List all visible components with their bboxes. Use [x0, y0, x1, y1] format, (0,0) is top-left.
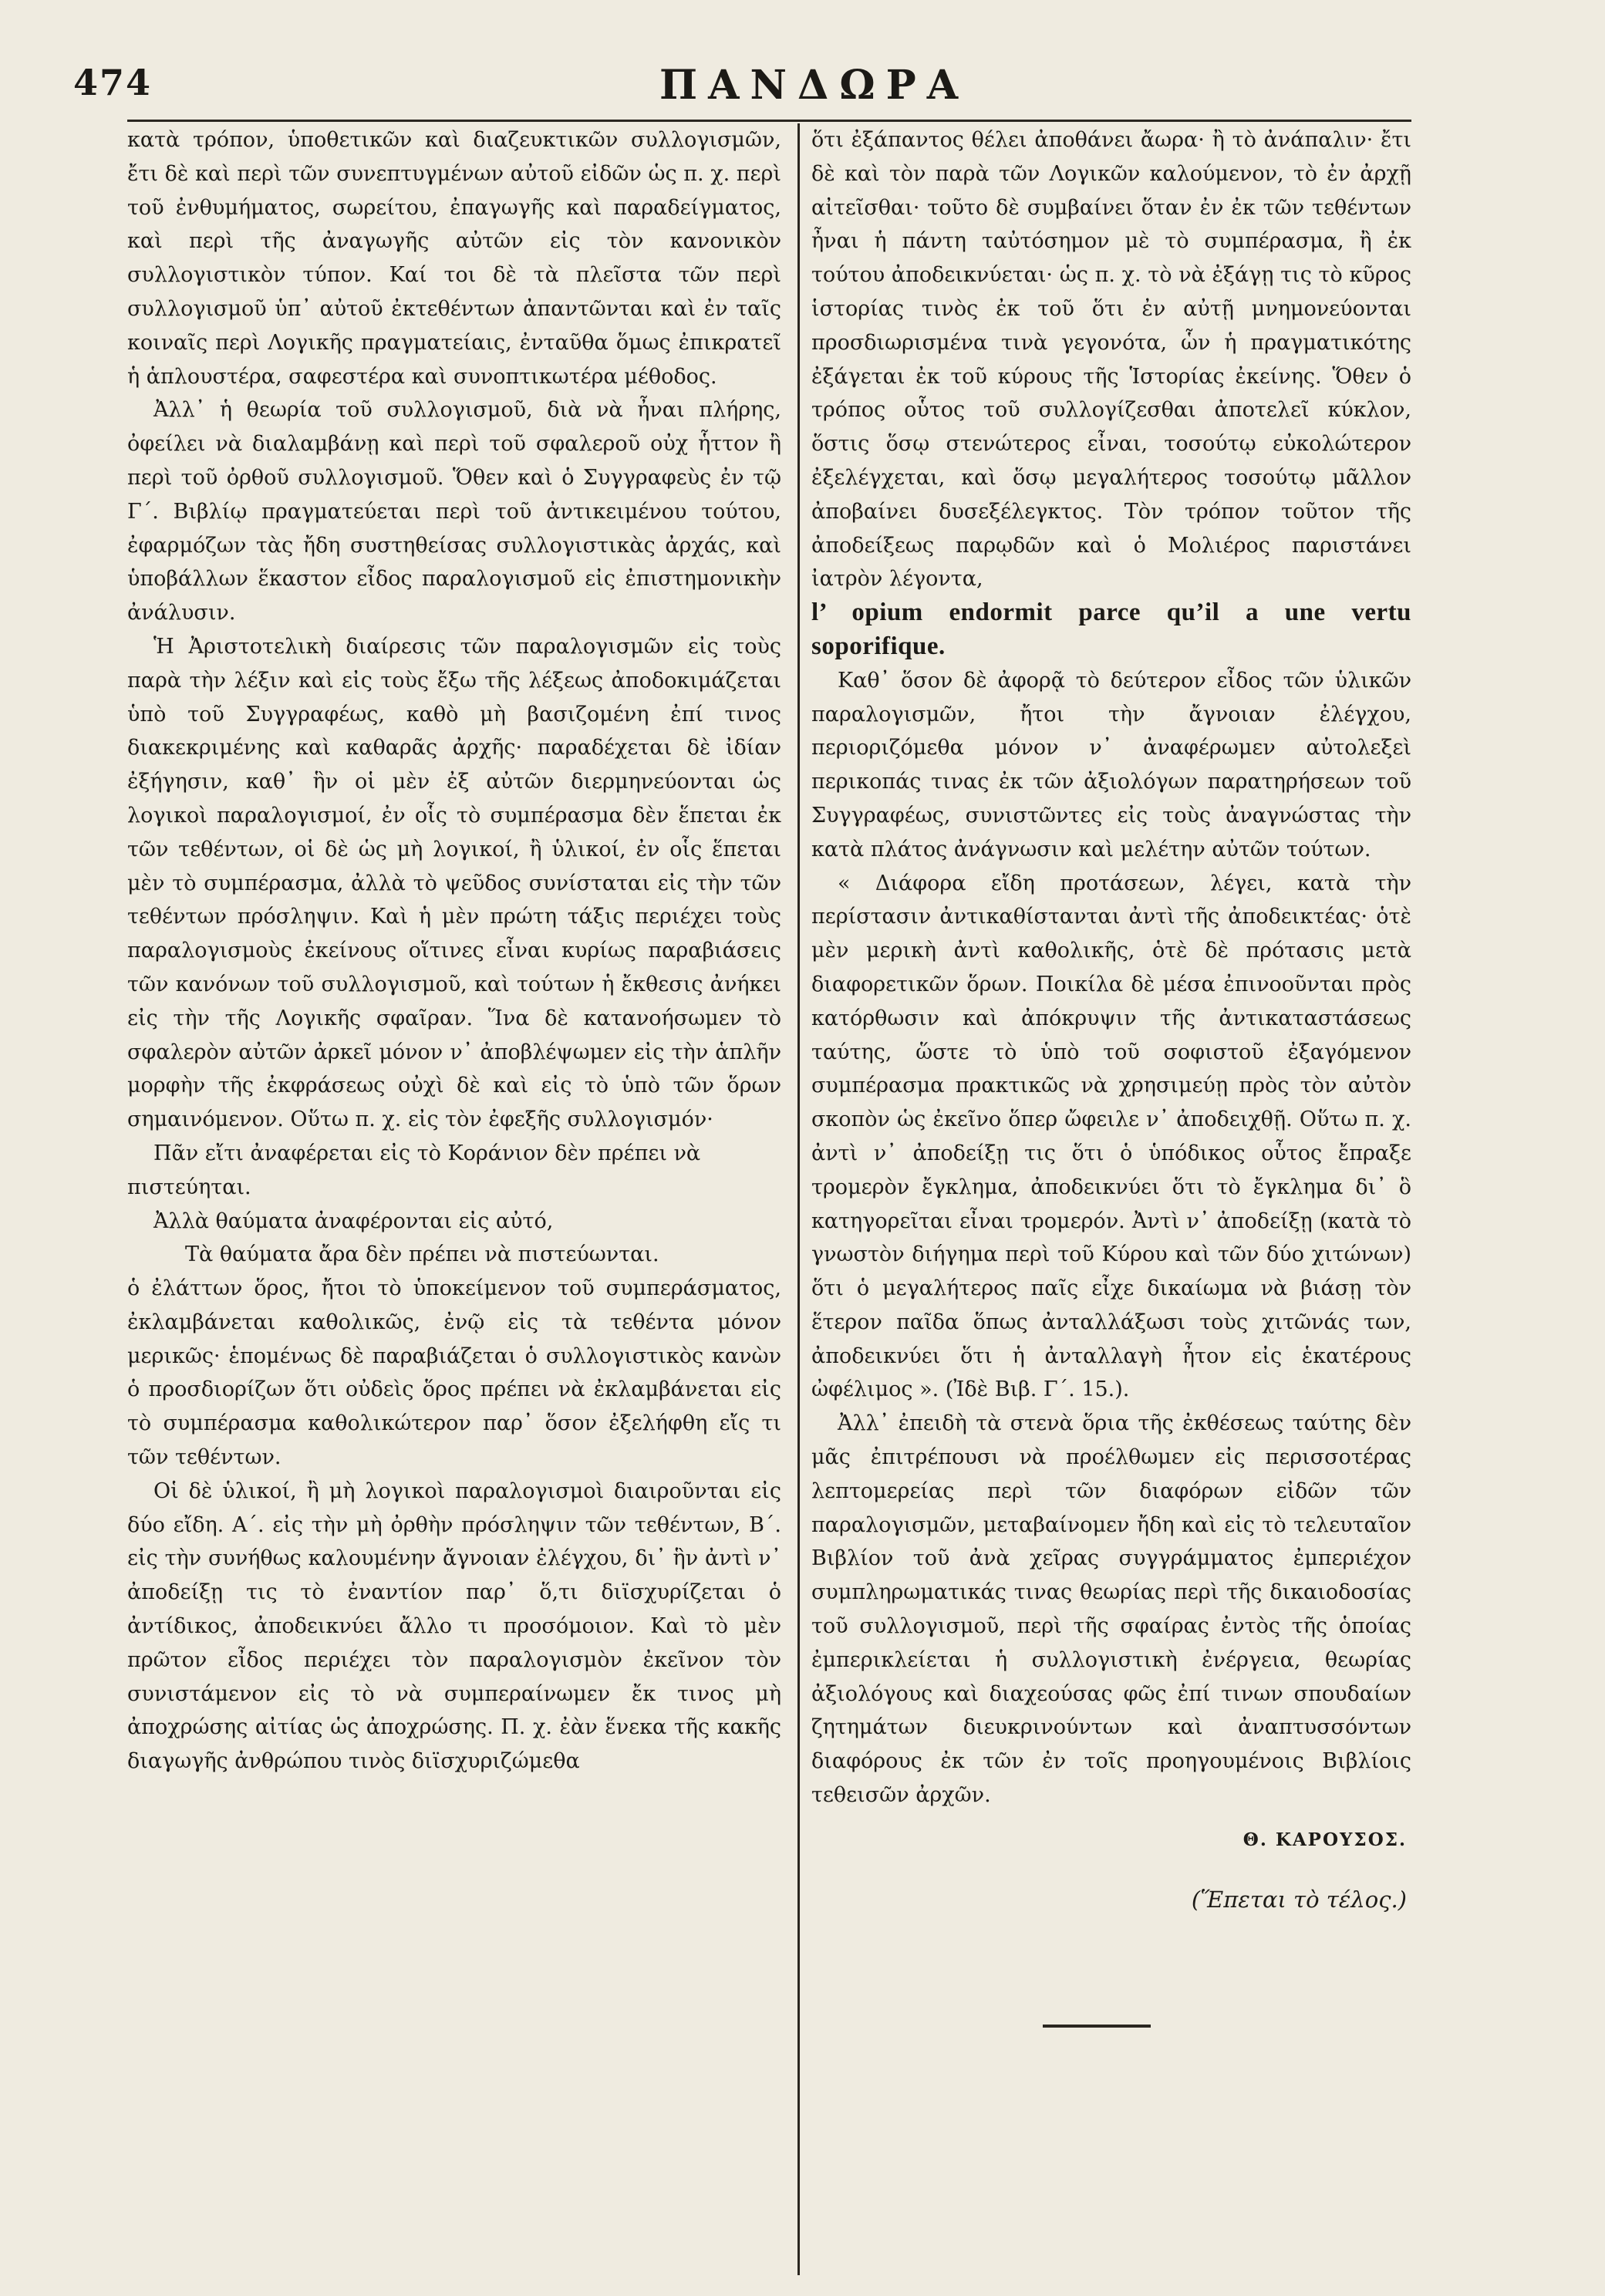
journal-title: ΠΑΝΔΩΡΑ — [659, 62, 969, 109]
header-rule — [127, 120, 1411, 122]
page-header — [73, 37, 1477, 122]
syllogism-premise-2: Ἀλλὰ θαύματα ἀναφέρονται εἰς αὐτό, — [153, 1209, 554, 1233]
french-quotation: l’ opium endormit parce qu’il a une vertu soporifique. — [811, 598, 1411, 660]
left-column — [127, 123, 781, 2283]
author-signature: Θ. ΚΑΡΟΥΣΟΣ. — [1243, 1829, 1407, 1850]
paragraph: Ἀλλ᾽ ἐπειδὴ τὰ στενὰ ὅρια τῆς ἐκθέσεως ταύτης δὲν μᾶς ἐπιτρέπουσι νὰ προέλθωμεν εἰς περισσοτέρας λεπτομερείας περὶ τῶν διαφόρων εἰδῶν τῶν παραλογισμῶν, μεταβαίνομεν ἤδη καὶ εἰς τὸ τελευταῖον Βιβλίον τοῦ ἀνὰ χεῖρας συγγράμματος ἐμπεριέχον συμπληρωματικάς τινας θεωρίας περὶ τῆς δικαιοδοσίας τοῦ συλλογισμοῦ, περὶ τῆς σφαίρας ἐντὸς τῆς ὁποίας ἐμπερικλείεται ἡ συλλογιστικὴ ἐνέργεια, θεωρίας ἀξιολόγους καὶ διαχεούσας φῶς ἐπί τινων σπουδαίων ζητημάτων διευκρινούντων καὶ ἀναπτυσσόντων διαφόρους ἐκ τῶν ἐν τοῖς προηγουμένοις Βιβλίοις τεθεισῶν ἀρχῶν. — [811, 1411, 1411, 1808]
continuation-note: (Ἕπεται τὸ τέλος.) — [1191, 1886, 1407, 1913]
paragraph: Ἀλλ᾽ ἡ θεωρία τοῦ συλλογισμοῦ, διὰ νὰ ἦναι πλήρης, ὀφείλει νὰ διαλαμβάνῃ καὶ περὶ τοῦ σφαλεροῦ οὐχ ἧττον ἢ περὶ τοῦ ὀρθοῦ συλλογισμοῦ. Ὅθεν καὶ ὁ Συγγραφεὺς ἐν τῷ Γ΄. Βιβλίῳ πραγματεύεται περὶ τοῦ ἀντικειμένου τούτου, ἐφαρμόζων τὰς ἤδη συστηθείσας συλλογιστικὰς ἀρχάς, καὶ ὑποβάλλων ἕκαστον εἶδος παραλογισμοῦ εἰς ἐπιστημονικὴν ἀνάλυσιν. — [127, 398, 781, 625]
paragraph: Οἱ δὲ ὑλικοί, ἢ μὴ λογικοὶ παραλογισμοὶ διαιροῦνται εἰς δύο εἴδη. Α΄. εἰς τὴν μὴ ὀρθὴν πρόσληψιν τῶν τεθέντων, Β΄. εἰς τὴν συνήθως καλουμένην ἄγνοιαν ἐλέγχου, δι᾽ ἣν ἀντὶ ν᾽ ἀποδείξῃ τις τὸ ἐναντίον παρ᾽ ὅ,τι διϊσχυρίζεται ὁ ἀντίδικος, ἀποδεικνύει ἄλλο τι προσόμοιον. Καὶ τὸ μὲν πρῶτον εἶδος περιέχει τὸν παραλογισμὸν ἐκεῖνον τὸν συνιστάμενον εἰς τὸ νὰ συμπεραίνωμεν ἔκ τινος μὴ ἀποχρώσης αἰτίας ὡς ἀποχρώσης. Π. χ. ἐὰν ἕνεκα τῆς κακῆς διαγωγῆς ἀνθρώπου τινὸς διϊσχυριζώμεθα — [127, 1478, 781, 1774]
right-column — [811, 123, 1411, 2283]
column-divider — [797, 123, 800, 2275]
syllogism-premise-1: Πᾶν εἴτι ἀναφέρεται εἰς τὸ Κοράνιον δὲν πρέπει νὰ πιστεύηται. — [127, 1141, 701, 1199]
end-rule — [1043, 2025, 1151, 2028]
paragraph: ὁ ἐλάττων ὅρος, ἤτοι τὸ ὑποκείμενον τοῦ συμπεράσματος, ἐκλαμβάνεται καθολικῶς, ἐνῷ εἰς τὰ τεθέντα μόνον μερικῶς· ἑπομένως δὲ παραβιάζεται ὁ συλλογιστικὸς κανὼν ὁ προσδιορίζων ὅτι οὐδεὶς ὅρος πρέπει νὰ ἐκλαμβάνεται εἰς τὸ συμπέρασμα καθολικώτερον παρ᾽ ὅσον ἐξελήφθη εἴς τι τῶν τεθέντων. — [127, 1276, 781, 1470]
paragraph: ὅτι ἐξάπαντος θέλει ἀποθάνει ἄωρα· ἢ τὸ ἀνάπαλιν· ἔτι δὲ καὶ τὸν παρὰ τῶν Λογικῶν καλούμενον, τὸ ἐν ἀρχῇ αἰτεῖσθαι· τοῦτο δὲ συμβαίνει ὅταν ἐν ἐκ τῶν τεθέντων ἦναι ἡ πάντη ταὐτόσημον μὲ τὸ συμπέρασμα, ἢ ἐκ τούτου ἀποδεικνύεται· ὡς π. χ. τὸ νὰ ἐξάγῃ τις τὸ κῦρος ἱστορίας τινὸς ἐκ τοῦ ὅτι ἐν αὐτῇ μνημονεύονται προσδιωρισμένα τινὰ γεγονότα, ὧν ἡ πραγματικότης ἐξάγεται ἐκ τοῦ κύρους τῆς Ἱστορίας ἐκείνης. Ὅθεν ὁ τρόπος οὗτος τοῦ συλλογίζεσθαι ἀποτελεῖ κύκλον, ὅστις ὅσῳ στενώτερος εἶναι, τοσούτῳ εὐκολώτερον ἐξελέγχεται, καὶ ὅσῳ μεγαλήτερος τοσούτῳ μᾶλλον ἀποβαίνει δυσεξέλεγκτος. Τὸν τρόπον τοῦτον τῆς ἀποδείξεως παρῳδῶν καὶ ὁ Μολιέρος παριστάνει ἰατρὸν λέγοντα, — [811, 128, 1411, 592]
paragraph: « Διάφορα εἴδη προτάσεων, λέγει, κατὰ τὴν περίστασιν ἀντικαθίστανται ἀντὶ τῆς ἀποδεικτέας· ὁτὲ μὲν μερικὴ ἀντὶ καθολικῆς, ὁτὲ δὲ πρότασις μετὰ διαφορετικῶν ὅρων. Ποικίλα δὲ μέσα ἐπινοοῦνται πρὸς κατόρθωσιν καὶ ἀπόκρυψιν τῆς ἀντικαταστάσεως ταύτης, ὥστε τὸ ὑπὸ τοῦ σοφιστοῦ ἐξαγόμενον συμπέρασμα πρακτικῶς νὰ χρησιμεύῃ πρὸς τὸν αὐτὸν σκοπὸν ὡς ἐκεῖνο ὅπερ ὤφειλε ν᾽ ἀποδειχθῇ. Οὕτω π. χ. ἀντὶ ν᾽ ἀποδείξῃ τις ὅτι ὁ ὑπόδικος οὗτος ἔπραξε τρομερὸν ἔγκλημα, ἀποδεικνύει ὅτι τὸ ἔγκλημα δι᾽ ὃ κατηγορεῖται εἶναι τρομερόν. Ἀντὶ ν᾽ ἀποδείξῃ (κατὰ τὸ γνωστὸν διήγημα περὶ τοῦ Κύρου καὶ τῶν δύο χιτώνων) ὅτι ὁ μεγαλήτερος παῖς εἶχε δικαίωμα νὰ βιάσῃ τὸν ἕτερον παῖδα ὅπως ἀνταλλάξωσι τοὺς χιτῶνάς των, ἀποδεικνύει ὅτι ἡ ἀνταλλαγὴ ἦτον εἰς ἑκατέρους ὠφέλιμος ». (Ἰδὲ Βιβ. Γ΄. 15.). — [811, 871, 1411, 1402]
paragraph: Καθ᾽ ὅσον δὲ ἀφορᾷ τὸ δεύτερον εἶδος τῶν ὑλικῶν παραλογισμῶν, ἤτοι τὴν ἄγνοιαν ἐλέγχου, περιοριζόμεθα μόνον ν᾽ ἀναφέρωμεν αὐτολεξεὶ περικοπάς τινας ἐκ τῶν ἀξιολόγων παρατηρήσεων τοῦ Συγγραφέως, συνιστῶντες εἰς τοὺς ἀναγνώστας τὴν κατὰ πλάτος ἀνάγνωσιν καὶ μελέτην αὐτῶν τούτων. — [811, 668, 1411, 861]
syllogism-conclusion: Τὰ θαύματα ἄρα δὲν πρέπει νὰ πιστεύωνται. — [185, 1242, 659, 1267]
paragraph: κατὰ τρόπον, ὑποθετικῶν καὶ διαζευκτικῶν συλλογισμῶν, ἔτι δὲ καὶ περὶ τῶν συνεπτυγμένων αὐτοῦ εἰδῶν ὡς π. χ. περὶ τοῦ ἐνθυμήματος, σωρείτου, ἐπαγωγῆς καὶ παραδείγματος, καὶ περὶ τῆς ἀναγωγῆς αὐτῶν εἰς τὸν κανονικὸν συλλογιστικὸν τύπον. Καί τοι δὲ τὰ πλεῖστα τῶν περὶ συλλογισμοῦ ὑπ᾽ αὐτοῦ ἐκτεθέντων ἀπαντῶνται καὶ ἐν ταῖς κοιναῖς περὶ Λογικῆς πραγματείαις, ἐνταῦθα ὅμως ἐπικρατεῖ ἡ ἁπλουστέρα, σαφεστέρα καὶ συνοπτικωτέρα μέθοδος. — [127, 128, 781, 389]
page-number: 474 — [73, 62, 153, 103]
paragraph: Ἡ Ἀριστοτελικὴ διαίρεσις τῶν παραλογισμῶν εἰς τοὺς παρὰ τὴν λέξιν καὶ εἰς τοὺς ἔξω τῆς λέξεως ἀποδοκιμάζεται ὑπὸ τοῦ Συγγραφέως, καθὸ μὴ βασιζομένη ἐπί τινος διακεκριμένης καὶ καθαρᾶς ἀρχῆς· παραδέχεται δὲ ἰδίαν ἐξήγησιν, καθ᾽ ἣν οἱ μὲν ἐξ αὐτῶν διερμηνεύονται ὡς λογικοὶ παραλογισμοί, ἐν οἷς τὸ συμπέρασμα δὲν ἕπεται ἐκ τῶν τεθέντων, οἱ δὲ ὡς μὴ λογικοί, ἢ ὑλικοί, ἐν οἷς ἕπεται μὲν τὸ συμπέρασμα, ἀλλὰ τὸ ψεῦδος συνίσταται εἰς τὴν τῶν τεθέντων πρόσληψιν. Καὶ ἡ μὲν πρώτη τάξις περιέχει τοὺς παραλογισμοὺς ἐκείνους οἵτινες εἶναι κυρίως παραβιάσεις τῶν κανόνων τοῦ συλλογισμοῦ, καὶ τούτων ἡ ἔκθεσις ἀνήκει εἰς τὴν τῆς Λογικῆς σφαῖραν. Ἵνα δὲ κατανοήσωμεν τὸ σφαλερὸν αὐτῶν ἀρκεῖ μόνον ν᾽ ἀποβλέψωμεν εἰς τὴν ἁπλῆν μορφὴν τῆς ἐκφράσεως οὐχὶ δὲ καὶ εἰς τὸ ὑπὸ τῶν ὅρων σημαινόμενον. Οὕτω π. χ. εἰς τὸν ἐφεξῆς συλλογισμόν· — [127, 634, 781, 1132]
